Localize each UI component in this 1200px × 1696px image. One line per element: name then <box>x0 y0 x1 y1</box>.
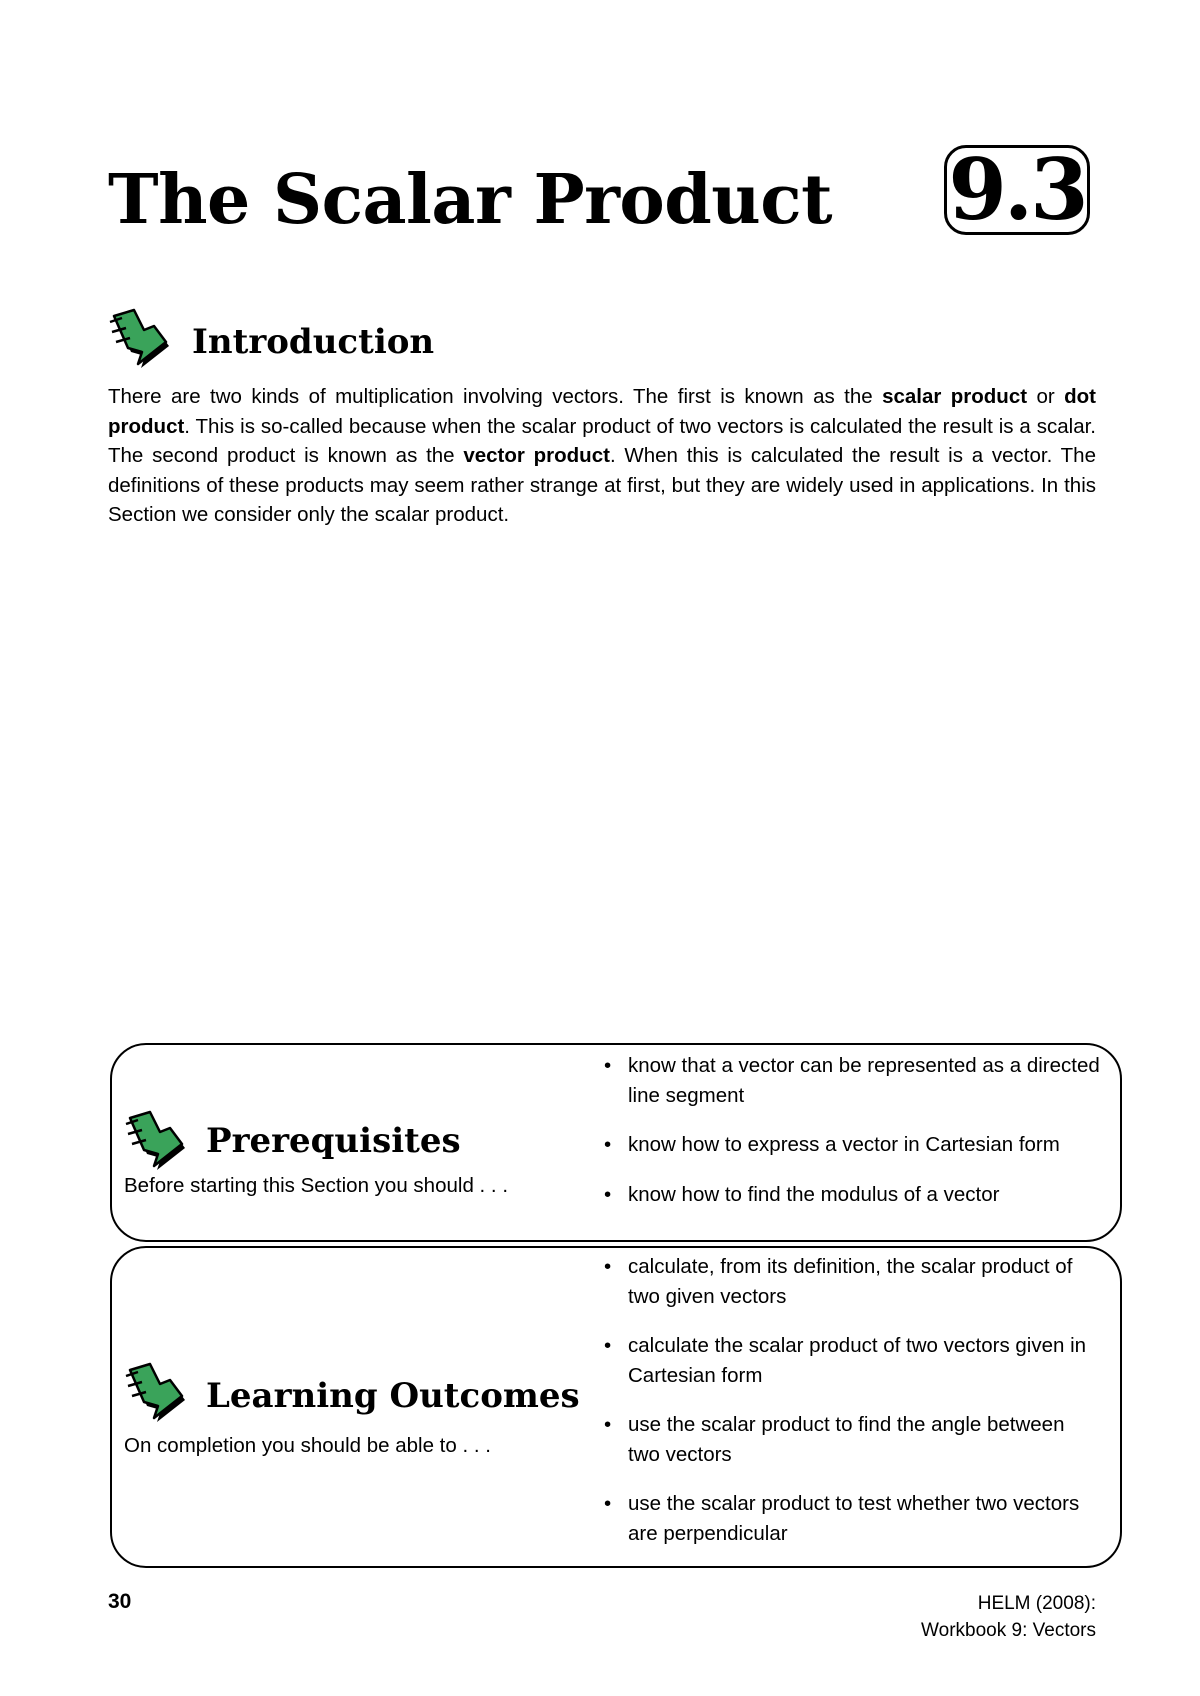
introduction-heading: Introduction <box>192 322 435 362</box>
learning-outcomes-heading: Learning Outcomes <box>206 1376 580 1416</box>
bold-term: vector product <box>463 444 610 467</box>
section-title: The Scalar Product <box>108 160 833 240</box>
list-item: • know that a vector can be represented as a directed line segment <box>602 1051 1102 1110</box>
learning-outcomes-intro: On completion you should be able to . . . <box>124 1434 491 1457</box>
prerequisites-heading: Prerequisites <box>206 1121 461 1161</box>
footer-source <box>921 1590 1096 1644</box>
learning-outcomes-list <box>602 1252 1102 1568</box>
intro-text-segment: . This is so-called because when the scalar product of two vectors is calculated the result is a scalar. The second product is known as the <box>108 414 1096 467</box>
green-arrow-icon <box>124 1362 188 1426</box>
prerequisites-list <box>602 1051 1102 1229</box>
intro-text-segment: . When this is calculated the result is a vector. The definitions of these products may seem rather strange at first, but they are widely used in applications. In this Section we consider only the scalar product. <box>108 444 1096 526</box>
list-item: • know how to express a vector in Cartesian form <box>602 1130 1102 1160</box>
footer-source-title: HELM (2008): <box>977 1593 1096 1614</box>
prerequisites-intro: Before starting this Section you should . . . <box>124 1174 509 1197</box>
list-item: • calculate the scalar product of two vectors given in Cartesian form <box>602 1331 1102 1390</box>
intro-text-segment: There are two kinds of multiplication involving vectors. The first is known as the <box>108 385 883 408</box>
introduction-text <box>108 382 1096 530</box>
list-item: • use the scalar product to find the angle between two vectors <box>602 1410 1102 1469</box>
list-item: • use the scalar product to test whether two vectors are perpendicular <box>602 1489 1102 1548</box>
page-number: 30 <box>108 1590 132 1613</box>
intro-text-segment: or <box>1027 385 1065 408</box>
section-number-badge: 9.3 <box>944 145 1090 235</box>
list-item: • know how to find the modulus of a vector <box>602 1180 1102 1210</box>
green-arrow-icon <box>108 308 172 372</box>
learning-outcomes-box <box>110 1246 1122 1568</box>
list-item: • calculate, from its definition, the scalar product of two given vectors <box>602 1252 1102 1311</box>
green-arrow-icon <box>124 1110 188 1174</box>
bold-term: scalar product <box>882 385 1028 408</box>
prerequisites-box <box>110 1043 1122 1242</box>
bold-term: dot product <box>108 385 1096 438</box>
footer-workbook: Workbook 9: Vectors <box>921 1620 1096 1641</box>
